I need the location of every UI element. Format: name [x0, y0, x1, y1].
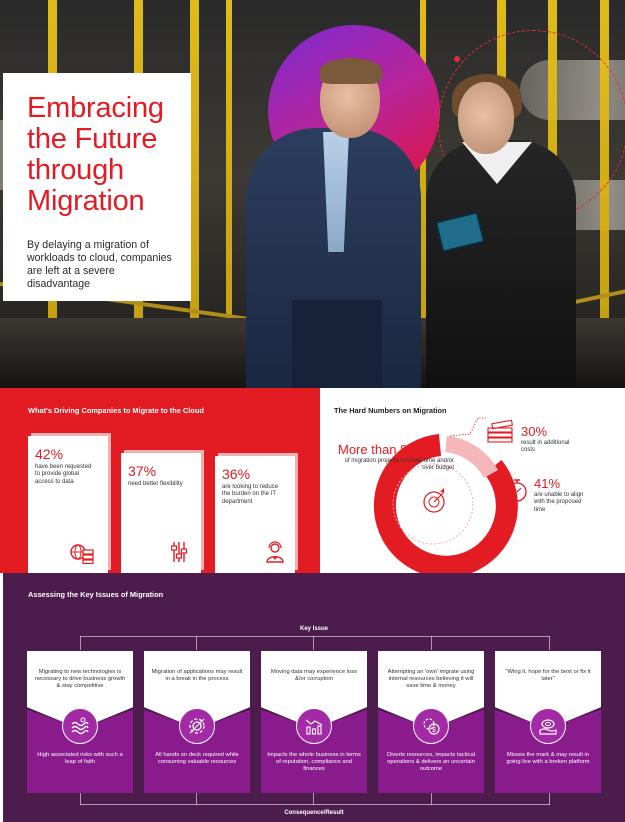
bracket-tick	[80, 636, 81, 650]
section-title: The Hard Numbers on Migration	[334, 406, 447, 415]
stat-text: need better flexibility	[128, 481, 183, 487]
title-line: through	[27, 154, 124, 186]
dashed-ring	[393, 464, 473, 544]
bracket-tick	[80, 793, 81, 805]
main-stat-value: More than 80%	[338, 442, 427, 457]
stat-value: 36%	[222, 466, 251, 482]
key-issue-label: Key Issue	[299, 626, 329, 632]
stat-card	[121, 453, 201, 573]
issue-card	[378, 651, 484, 793]
top-bracket	[80, 636, 550, 637]
sliders-icon	[171, 541, 187, 563]
support-agent-icon	[265, 541, 285, 563]
chart-decline-icon	[304, 716, 324, 736]
bracket-tick	[313, 636, 314, 650]
issue-text: Attempting an 'own' migrate using internal resources believing it will save time & money	[387, 669, 475, 690]
issue-icon-badge	[179, 708, 215, 744]
stat-text: have been requested to provide global access to data	[35, 464, 92, 485]
bracket-tick	[196, 636, 197, 650]
accent-dot	[454, 56, 460, 62]
side-stat-value: 30%	[521, 424, 548, 439]
issue-text: Moving data may experience loss &/or corruption	[270, 669, 358, 683]
bottom-bracket	[80, 804, 550, 805]
section-title: Assessing the Key Issues of Migration	[28, 590, 164, 599]
stat-text: are looking to reduce the burden on the IT department	[222, 484, 279, 505]
result-text: All hands on deck required while consuming valuable resources	[155, 752, 239, 766]
stat-card	[215, 456, 295, 573]
result-text: Impacts the whole business in terms of reputation, compliance and finances	[267, 752, 361, 773]
issue-text: Migration of applications may result in a break in the process	[151, 669, 243, 683]
target-arrow-icon	[424, 488, 444, 512]
money-stack-icon	[488, 420, 512, 442]
bracket-tick	[196, 793, 197, 805]
result-text: Diverts resources, impacts tactical operations & delivers an uncertain outcome	[387, 752, 475, 773]
title-line: Migration	[27, 185, 145, 217]
issue-icon-badge	[530, 708, 566, 744]
stat-value: 42%	[35, 446, 64, 462]
result-text: Misses the mark & may result in going live with a broken platform	[506, 752, 590, 766]
issue-card	[144, 651, 250, 793]
man-legs	[292, 300, 382, 388]
issue-card	[495, 651, 601, 793]
hard-numbers-section	[320, 388, 625, 573]
donut-chart	[320, 388, 625, 573]
bracket-tick	[313, 793, 314, 805]
section-title: What's Driving Companies to Migrate to the Cloud	[28, 406, 204, 415]
hero-banner	[0, 0, 625, 388]
title-line: the Future	[27, 123, 158, 155]
main-stat-text: of migration projects run over time and/or over budget	[344, 458, 454, 472]
issue-icon-badge	[296, 708, 332, 744]
issue-icon-badge	[62, 708, 98, 744]
drivers-section	[0, 388, 320, 573]
hero-title-card	[3, 73, 191, 301]
page-subtitle: By delaying a migration of workloads to cloud, companies are left at a severe disadvantage	[27, 239, 172, 290]
waves-icon	[70, 716, 90, 736]
page-title	[27, 93, 191, 217]
bracket-tick	[549, 793, 550, 805]
side-stat-text: result in additional costs	[521, 440, 570, 454]
side-stat-value: 41%	[534, 476, 561, 491]
stat-card	[28, 436, 108, 573]
issue-text: Migrating to new technologies is necessary to drive business growth & stay competitive	[34, 669, 126, 690]
gear-icon	[187, 716, 207, 736]
stat-value: 37%	[128, 463, 157, 479]
issues-section	[3, 573, 625, 822]
result-text: High associated risks with such a leap of faith	[37, 752, 123, 766]
dollar-gear-icon	[421, 716, 441, 736]
bracket-tick	[549, 636, 550, 650]
globe-server-icon	[70, 542, 94, 564]
bracket-tick	[431, 793, 432, 805]
issue-text: "Wing it, hope for the best or fix it later"	[505, 669, 591, 683]
leader-line	[450, 418, 486, 436]
target-hand-icon	[538, 716, 558, 736]
title-line: Embracing	[27, 92, 164, 124]
consequence-label: Consequence/Result	[284, 810, 344, 816]
man-hair	[320, 58, 382, 84]
bracket-tick	[431, 636, 432, 650]
svg-text:$: $	[432, 727, 436, 734]
side-stat-text: are unable to align with the proposed time	[534, 492, 584, 513]
woman-head	[458, 82, 514, 154]
issue-card	[261, 651, 367, 793]
issue-icon-badge	[413, 708, 449, 744]
issue-card	[27, 651, 133, 793]
